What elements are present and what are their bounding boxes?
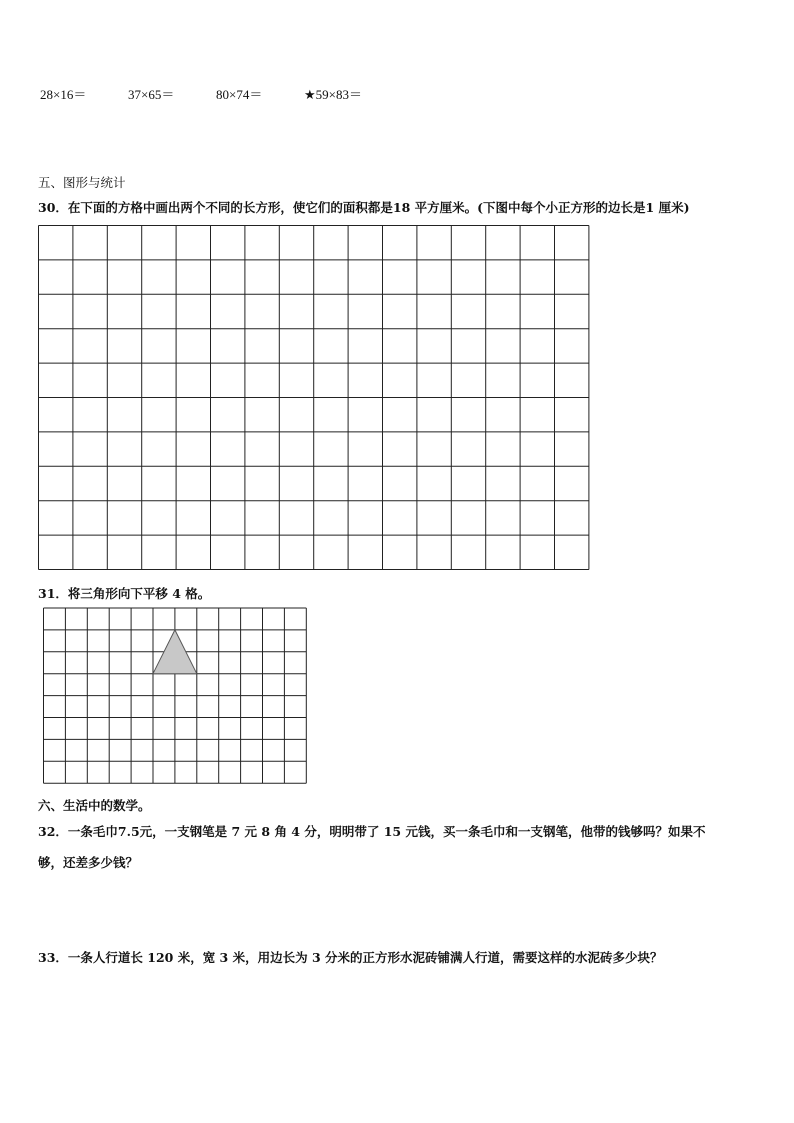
calc-item-1: 28×16＝ [40,87,87,102]
question-31-grid [42,607,308,792]
calc-item-4: ★59×83＝ [304,87,362,102]
question-32-line-1: 32．一条毛巾7.5元，一支钢笔是 7 元 8 角 4 分，明明带了 15 元钱，买一条毛巾和一支钢笔，他带的钱够吗？如果不 [38,824,706,839]
question-33-text: 33．一条人行道长 120 米，宽 3 米，用边长为 3 分米的正方形水泥砖铺满人行道，需要这样的水泥砖多少块？ [38,950,663,965]
question-30-text: 30．在下面的方格中画出两个不同的长方形，使它们的面积都是18 平方厘米。(下图中每个小正方形的边长是1 厘米) [38,200,690,215]
question-30-grid [38,225,592,572]
calc-item-3: 80×74＝ [216,87,263,102]
section-title-life-math: 六、生活中的数学。 [38,798,151,813]
q30-grid-lines [39,226,589,570]
section-title-geometry: 五、图形与统计 [38,175,126,190]
question-32-line-2: 够，还差多少钱？ [38,855,139,870]
question-31-text: 31．将三角形向下平移 4 格。 [38,586,211,601]
calc-item-2: 37×65＝ [128,87,175,102]
